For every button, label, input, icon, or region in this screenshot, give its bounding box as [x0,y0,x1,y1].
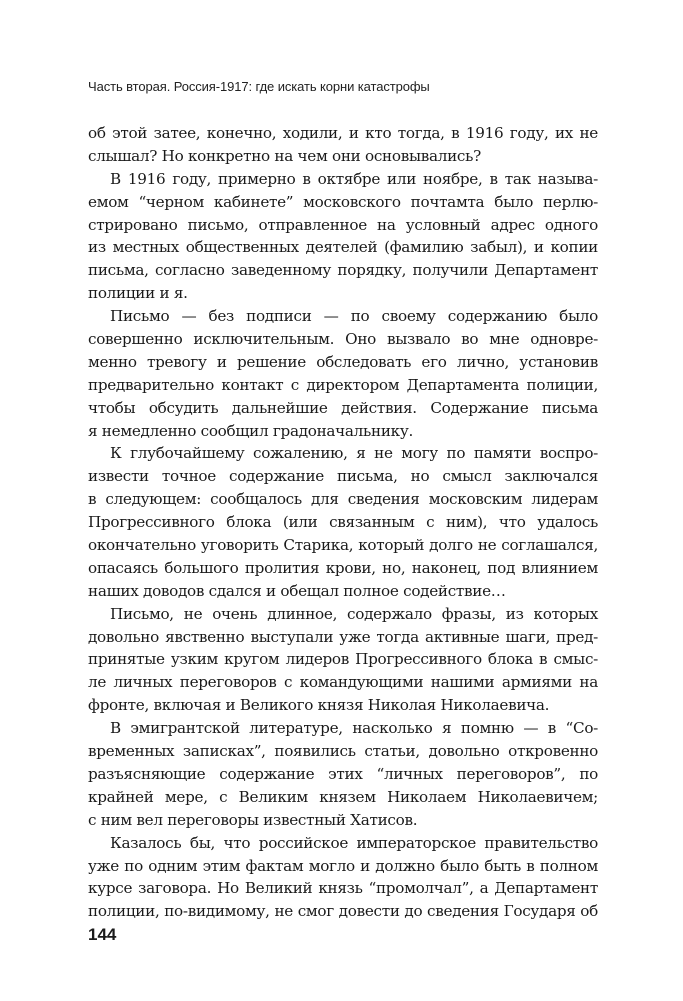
paragraph [88,442,598,602]
text-line: об этой затее, конечно, ходили, и кто тогда, в 1916 году, их не [88,124,598,142]
page-number: 144 [88,925,117,944]
text-line: Письмо, не очень длинное, содержало фразы, из которых [110,604,598,623]
text-line: емом “черном кабинете” московского почтамта было перлю- [88,192,598,211]
text-line: разъясняющие содержание этих “личных переговоров”, по [88,764,598,783]
paragraph [88,832,598,924]
text-line: В эмигрантской литературе, насколько я помню — в “Со- [110,719,598,738]
paragraph [88,122,598,168]
paragraph [88,168,598,305]
text-line: В 1916 году, примерно в октябре или ноябре, в так называ- [110,169,598,188]
text-line: слышал? Но конкретно на чем они основывались? [88,146,481,165]
text-line: с ним вел переговоры известный Хатисов. [88,810,418,829]
text-line: окончательно уговорить Старика, который долго не соглашался, [88,536,598,555]
text-line: чтобы обсудить дальнейшие действия. Содержание письма [88,398,598,417]
text-line: письма, согласно заведенному порядку, получили Департамент [88,261,598,280]
text-line: менно тревогу и решение обследовать его лично, установив [88,352,598,371]
text-line: я немедленно сообщил градоначальнику. [88,421,413,440]
text-line: совершенно исключительным. Оно вызвало во мне одновре- [88,330,598,349]
paragraph [88,603,598,717]
text-line: фронте, включая и Великого князя Николая Николаевича. [88,696,550,715]
text-line: Казалось бы, что российское императорское правительство [110,833,598,852]
paragraph [88,305,598,442]
text-line: в следующем: сообщалось для сведения московским лидерам [88,490,598,509]
text-line: полиции, по-видимому, не смог довести до сведения Государя об [88,902,598,921]
text-line: Письмо — без подписи — по своему содержанию было [110,307,598,326]
text-line: крайней мере, с Великим князем Николаем Николаевичем; [88,787,598,806]
text-line: Прогрессивного блока (или связанным с ним), что удалось [88,513,598,532]
text-line: довольно явственно выступали уже тогда активные шаги, пред- [88,627,598,646]
text-line: извести точное содержание письма, но смысл заключался [88,467,598,486]
text-line: временных записках”, появились статьи, довольно откровенно [88,742,598,761]
text-line: уже по одним этим фактам могло и должно было быть в полном [88,856,598,875]
body-text [88,122,598,923]
text-line: стрировано письмо, отправленное на условный адрес одного [88,215,598,234]
text-line: ле личных переговоров с командующими нашими армиями на [88,673,598,692]
text-line: предварительно контакт с директором Департамента полиции, [88,375,598,394]
running-head: Часть вторая. Россия-1917: где искать корни катастрофы [88,79,430,94]
text-line: принятые узким кругом лидеров Прогрессивного блока в смыс- [88,650,598,669]
text-line: опасаясь большого пролития крови, но, наконец, под влиянием [88,558,598,577]
text-line: курсе заговора. Но Великий князь “промолчал”, а Департамент [88,879,598,898]
text-line: наших доводов сдался и обещал полное содействие… [88,581,506,600]
text-line: полиции и я. [88,284,188,303]
text-line: К глубочайшему сожалению, я не могу по памяти воспро- [110,444,598,463]
text-line: из местных общественных деятелей (фамилию забыл), и копии [88,238,598,257]
paragraph [88,717,598,831]
book-page [88,0,598,1001]
